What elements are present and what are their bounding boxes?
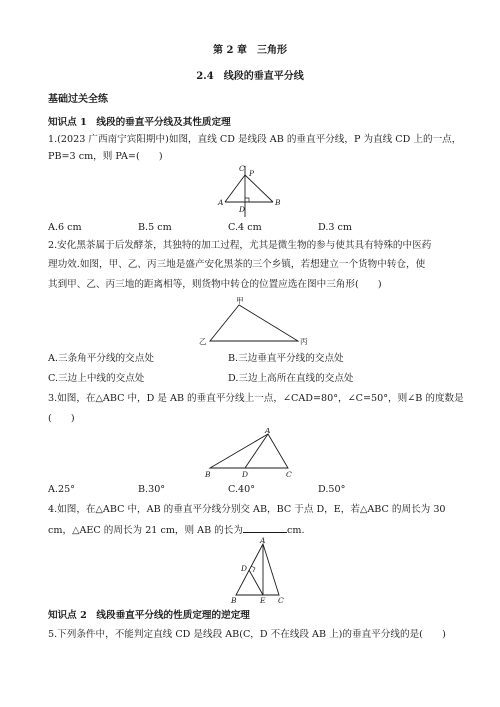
answer-blank[interactable] xyxy=(243,523,287,533)
question-2-option-d: D.三边上高所在直线的交点处 xyxy=(228,373,354,384)
question-2-line-1: 2.安化黑茶属于后发酵茶，其独特的加工过程，尤其是微生物的参与使其具有特殊的中医药 xyxy=(48,240,432,251)
question-2-line-2: 理功效.如图，甲、乙、丙三地是盛产安化黑茶的三个乡镇，若想建立一个货物中转仓，使 xyxy=(48,259,426,270)
knowledge-point-2: 知识点 2 线段垂直平分线的性质定理的逆定理 xyxy=(48,610,250,621)
label-c: C xyxy=(286,470,292,479)
label-d: D xyxy=(239,205,246,214)
chapter-title: 第 2 章 三角形 xyxy=(213,45,287,56)
label-jia: 甲 xyxy=(236,297,244,305)
question-1-option-d: D.3 cm xyxy=(318,222,353,233)
question-3-line-2: ( ) xyxy=(48,413,75,424)
label-p: P xyxy=(249,169,255,178)
question-2-option-c: C.三边上中线的交点处 xyxy=(48,373,145,384)
question-4-text-before: cm，△AEC 的周长为 21 cm，则 AB 的长为 xyxy=(48,525,243,536)
question-4-figure xyxy=(222,537,292,605)
perpendicular-bisector-de xyxy=(249,570,263,595)
question-2-option-a: A.三条角平分线的交点处 xyxy=(48,353,154,364)
question-1-line-2: PB=3 cm，则 PA=( ) xyxy=(48,151,163,162)
knowledge-point-1: 知识点 1 线段的垂直平分线及其性质定理 xyxy=(48,117,231,128)
question-3-option-d: D.50° xyxy=(318,484,346,495)
practice-title: 基础过关全练 xyxy=(48,94,108,105)
right-angle-mark xyxy=(251,566,255,572)
question-2-option-b: B.三边垂直平分线的交点处 xyxy=(228,353,344,364)
label-d: D xyxy=(242,470,249,479)
label-b: B xyxy=(231,596,237,605)
question-3-option-b: B.30° xyxy=(138,484,166,495)
label-b: B xyxy=(275,198,281,207)
question-2-figure xyxy=(196,297,326,352)
label-c: C xyxy=(239,164,245,173)
question-3-option-c: C.40° xyxy=(228,484,256,495)
question-1-figure xyxy=(215,162,295,224)
question-1-line-1: 1.(2023 广西南宁宾阳期中)如图，直线 CD 是线段 AB 的垂直平分线，P 为直线 CD 上的一点， xyxy=(48,134,462,145)
question-2-line-3: 其到甲、乙、丙三地的距离相等，则货物中转仓的位置应选在图中三角形( ) xyxy=(48,279,382,290)
segment-ad xyxy=(245,434,268,468)
triangle-abc xyxy=(210,434,288,468)
question-3-figure xyxy=(198,428,304,482)
section-title: 2.4 线段的垂直平分线 xyxy=(196,71,304,82)
question-3-line-1: 3.如图，在△ABC 中，D 是 AB 的垂直平分线上一点，∠CAD=80°，∠C=50°，则∠B 的度数是 xyxy=(48,393,464,404)
question-1-option-c: C.4 cm xyxy=(228,222,262,233)
label-d: D xyxy=(241,564,248,573)
question-5-line-1: 5.下列条件中，不能判定直线 CD 是线段 AB(C，D 不在线段 AB 上)的垂直平分线的是( ) xyxy=(48,629,446,640)
label-a: A xyxy=(265,428,271,435)
question-3-option-a: A.25° xyxy=(48,484,75,495)
label-e: E xyxy=(260,596,266,605)
label-c: C xyxy=(278,596,284,605)
segment-pa xyxy=(225,175,245,202)
question-1-option-b: B.5 cm xyxy=(138,222,172,233)
question-4-text-after: cm. xyxy=(286,525,305,536)
label-a: A xyxy=(218,198,224,207)
triangle-jia-yi-bing xyxy=(210,305,298,341)
label-yi: 乙 xyxy=(199,337,207,346)
label-a: A xyxy=(260,537,266,545)
question-4-line-1: 4.如图，在△ABC 中，AB 的垂直平分线分别交 AB，BC 于点 D，E，若△ABC 的周长为 30 xyxy=(48,504,446,515)
right-angle-mark xyxy=(245,198,249,202)
label-bing: 丙 xyxy=(300,337,308,346)
question-1-option-a: A.6 cm xyxy=(48,222,82,233)
label-b: B xyxy=(205,470,211,479)
question-4-line-2 xyxy=(48,523,305,537)
